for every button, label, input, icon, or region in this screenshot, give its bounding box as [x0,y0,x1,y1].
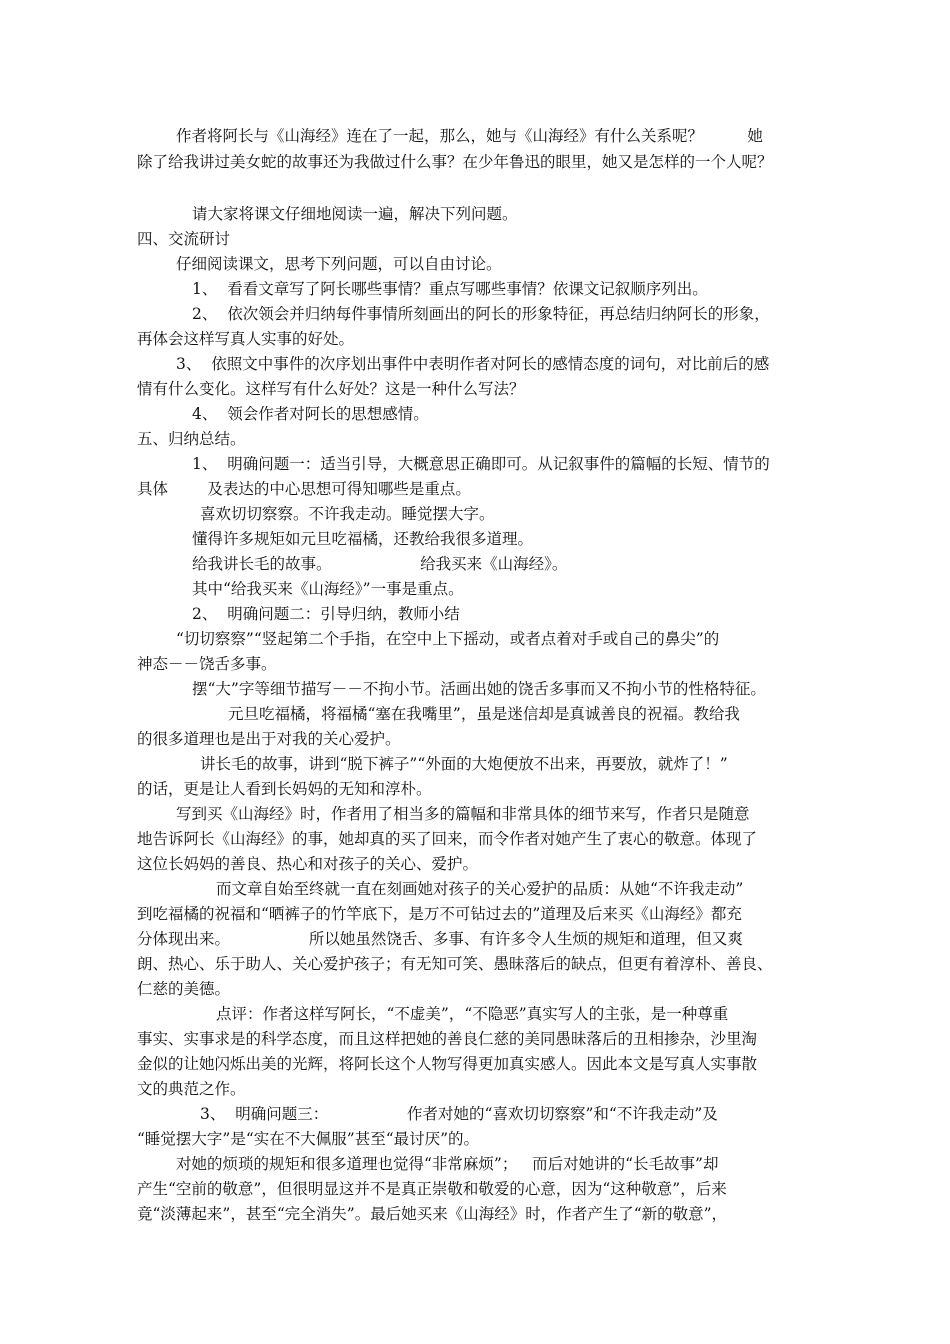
text-line: 分体现出来。 所以她虽然饶舌、多事、有许多令人生烦的规矩和道理，但又爽 [137,930,743,948]
text-line: 除了给我讲过美女蛇的故事还为我做过什么事？在少年鲁迅的眼里，她又是怎样的一个人呢？ [137,153,773,171]
text-line: 摆“大”字等细节描写－－不拘小节。活画出她的饶舌多事而又不拘小节的性格特征。 [192,680,766,698]
list-item: 1、 明确问题一：适当引导，大概意思正确即可。从记叙事件的篇幅的长短、情节的 [192,455,770,473]
list-item: 3、 依照文中事件的次序划出事件中表明作者对阿长的感情态度的词句，对比前后的感 [176,355,770,373]
text-line: “睡觉摆大字”是“实在不大佩服”甚至“最讨厌”的。 [137,1130,480,1148]
text-line: 事实、实事求是的科学态度，而且这样把她的善良仁慈的美同愚昧落后的丑相掺杂，沙里淘 [137,1030,758,1048]
text-line: 的很多道理也是出于对我的关心爱护。 [137,730,401,748]
text-line: 地告诉阿长《山海经》的事，她却真的买了回来，而令作者对她产生了衷心的敬意。体现了 [137,830,758,848]
text-line: 其中“给我买来《山海经》”一事是重点。 [192,580,464,598]
text-line: 懂得许多规矩如元旦吃福橘，还教给我很多道理。 [192,530,534,548]
text-line: 写到买《山海经》时，作者用了相当多的篇幅和非常具体的细节来写，作者只是随意 [176,805,750,823]
text-line: 讲长毛的故事，讲到“脱下裤子”“外面的大炮便放不出来，再要放，就炸了！” [200,755,728,773]
list-item: 3、 明确问题三： 作者对她的“喜欢切切察察”和“不许我走动”及 [200,1105,718,1123]
text-line: 再体会这样写真人实事的好处。 [137,330,355,348]
text-line: “切切察察”“竖起第二个手指，在空中上下摇动，或者点着对手或自己的鼻尖”的 [176,630,720,648]
section-heading: 五、归纳总结。 [137,430,246,448]
text-line: 文的典范之作。 [137,1080,246,1098]
text-line: 仔细阅读课文，思考下列问题，可以自由讨论。 [176,255,502,273]
text-line: 作者将阿长与《山海经》连在了一起，那么，她与《山海经》有什么关系呢？ 她 [176,127,763,145]
text-line: 喜欢切切察察。不许我走动。睡觉摆大字。 [200,505,495,523]
text-line: 对她的烦琐的规矩和很多道理也觉得“非常麻烦”； 而后对她讲的“长毛故事”却 [176,1155,719,1173]
text-line: 到吃福橘的祝福和“晒裤子的竹竿底下，是万不可钻过去的”道理及后来买《山海经》都充 [137,905,742,923]
text-line: 给我讲长毛的故事。 给我买来《山海经》。 [192,555,568,573]
text-line: 而文章自始至终就一直在刻画她对孩子的关心爱护的品质：从她“不许我走动” [216,880,744,898]
text-line: 这位长妈妈的善良、热心和对孩子的关心、爱护。 [137,855,479,873]
text-line: 具体 及表达的中心思想可得知哪些是重点。 [137,480,471,498]
text-line: 朗、热心、乐于助人、关心爱护孩子；有无知可笑、愚昧落后的缺点，但更有着淳朴、善良、 [137,955,773,973]
text-line: 点评：作者这样写阿长，“不虚美”，“不隐恶”真实写人的主张，是一种尊重 [216,1005,729,1023]
text-line: 情有什么变化。这样写有什么好处？这是一种什么写法？ [137,380,525,398]
text-line: 元旦吃福橘，将福橘“塞在我嘴里”，虽是迷信却是真诚善良的祝福。教给我 [228,705,740,723]
text-line: 产生“空前的敬意”，但很明显这并不是真正崇敬和敬爱的心意，因为“这种敬意”，后来 [137,1180,727,1198]
text-line: 请大家将课文仔细地阅读一遍，解决下列问题。 [192,205,518,223]
section-heading: 四、交流研讨 [137,230,231,248]
text-line: 金似的让她闪烁出美的光辉，将阿长这个人物写得更加真实感人。因此本文是写真人实事散 [137,1055,758,1073]
text-line: 神态－－饶舌多事。 [137,655,277,673]
text-line: 仁慈的美德。 [137,980,231,998]
list-item: 2、 依次领会并归纳每件事情所刻画出的阿长的形象特征，再总结归纳阿长的形象， [192,305,770,323]
list-item: 1、 看看文章写了阿长哪些事情？重点写哪些事情？依课文记叙顺序列出。 [192,280,708,298]
text-line: 竟“淡薄起来”，甚至“完全消失”。最后她买来《山海经》时，作者产生了“新的敬意”， [137,1205,728,1223]
list-item: 4、 领会作者对阿长的思想感情。 [192,405,429,423]
text-line: 的话，更是让人看到长妈妈的无知和淳朴。 [137,780,432,798]
list-item: 2、 明确问题二：引导归纳，教师小结 [192,605,460,623]
